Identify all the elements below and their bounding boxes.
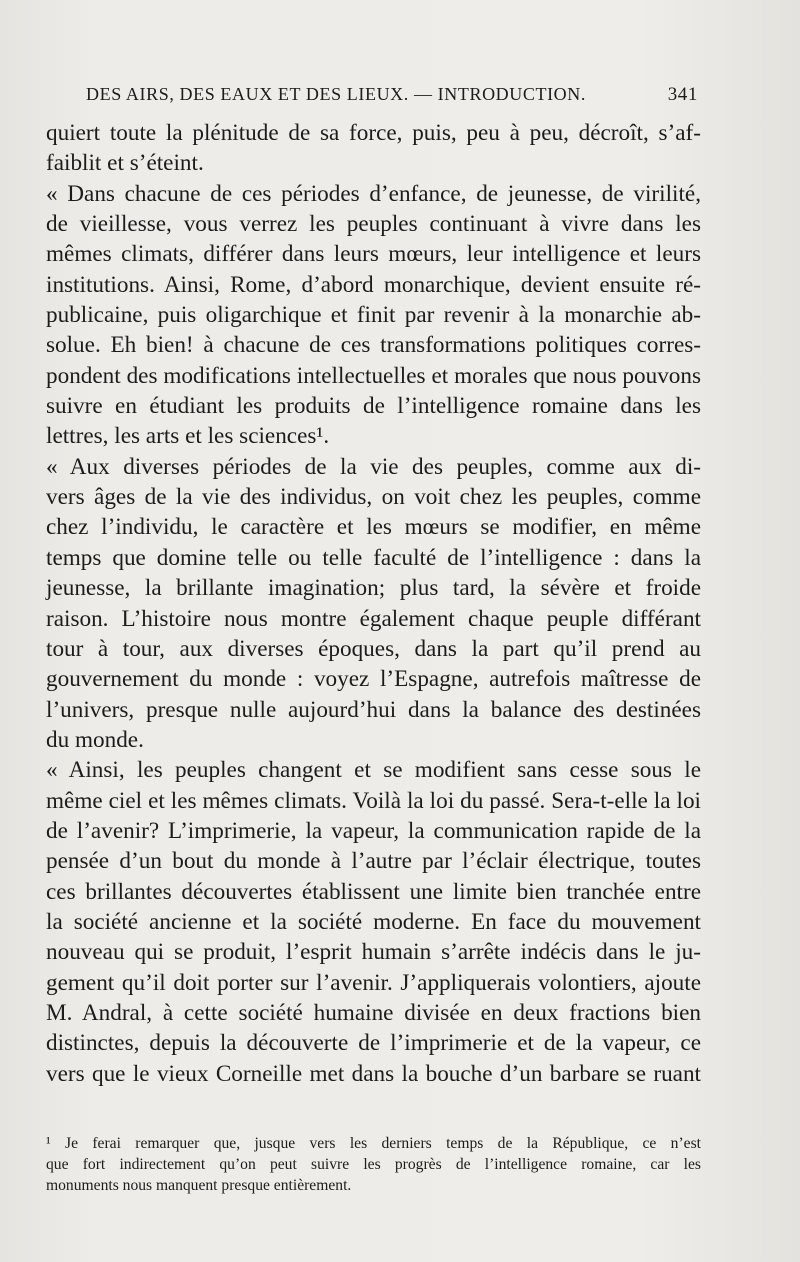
- text-line: vers que le vieux Corneille met dans la bouche d’un barbare se ruant: [46, 1060, 701, 1087]
- footnote-line: monuments nous manquent presque entièrement.: [46, 1177, 352, 1194]
- text-line: lettres, les arts et les sciences¹.: [46, 423, 330, 450]
- text-line: chez l’individu, le caractère et les mœurs se modifier, en même: [46, 514, 701, 541]
- text-line: de vieillesse, vous verrez les peuples continuant à vivre dans les: [46, 211, 701, 238]
- text-line: distinctes, depuis la découverte de l’imprimerie et de la vapeur, ce: [46, 1030, 701, 1057]
- text-line: mêmes climats, différer dans leurs mœurs, leur intelligence et leurs: [46, 241, 701, 268]
- text-line: jeunesse, la brillante imagination; plus tard, la sévère et froide: [46, 575, 701, 602]
- text-line: « Ainsi, les peuples changent et se modifient sans cesse sous le: [46, 757, 701, 784]
- text-line: la société ancienne et la société moderne. En face du mouvement: [46, 908, 701, 935]
- text-line: publicaine, puis oligarchique et finit par revenir à la monarchie ab-: [46, 302, 701, 329]
- text-line: quiert toute la plénitude de sa force, puis, peu à peu, décroît, s’af-: [46, 120, 701, 146]
- text-line: pondent des modifications intellectuelles et morales que nous pouvons: [46, 362, 701, 389]
- text-line: faiblit et s’éteint.: [46, 150, 204, 177]
- text-line: pensée d’un bout du monde à l’autre par l’éclair électrique, toutes: [46, 848, 701, 875]
- text-line: « Dans chacune de ces périodes d’enfance, de jeunesse, de virilité,: [46, 180, 701, 207]
- footnote-line: que fort indirectement qu’on peut suivre les progrès de l’intelligence romaine, car les: [46, 1156, 701, 1173]
- text-line: l’univers, presque nulle aujourd’hui dans la balance des destinées: [46, 696, 701, 723]
- text-line: M. Andral, à cette société humaine divisée en deux fractions bien: [46, 999, 701, 1026]
- text-line: nouveau qui se produit, l’esprit humain s’arrête indécis dans le ju-: [46, 939, 701, 966]
- text-line: suivre en étudiant les produits de l’intelligence romaine dans les: [46, 393, 701, 420]
- body-text: [46, 118, 701, 1089]
- text-line: ces brillantes découvertes établissent une limite bien tranchée entre: [46, 878, 701, 905]
- text-line: temps que domine telle ou telle faculté de l’intelligence : dans la: [46, 544, 701, 571]
- text-line: « Aux diverses périodes de la vie des peuples, comme aux di-: [46, 453, 701, 480]
- text-line: vers âges de la vie des individus, on voit chez les peuples, comme: [46, 484, 701, 511]
- page-number: 341: [667, 84, 698, 105]
- footnote: [46, 1133, 701, 1196]
- text-line: gement qu’il doit porter sur l’avenir. J’appliquerais volontiers, ajoute: [46, 969, 701, 996]
- text-line: de l’avenir? L’imprimerie, la vapeur, la communication rapide de la: [46, 817, 701, 844]
- text-line: institutions. Ainsi, Rome, d’abord monarchique, devient ensuite ré-: [46, 271, 701, 298]
- text-line: solue. Eh bien! à chacune de ces transformations politiques corres-: [46, 332, 701, 359]
- running-title: DES AIRS, DES EAUX ET DES LIEUX. — INTRODUCTION.: [86, 84, 586, 104]
- text-line: raison. L’histoire nous montre également chaque peuple différant: [46, 605, 701, 632]
- page-header: [86, 84, 698, 110]
- text-line: même ciel et les mêmes climats. Voilà la loi du passé. Sera-t-elle la loi: [46, 787, 701, 814]
- text-line: tour à tour, aux diverses époques, dans la part qu’il prend au: [46, 635, 701, 662]
- footnote-line: ¹ Je ferai remarquer que, jusque vers les derniers temps de la République, ce n’est: [46, 1135, 701, 1152]
- text-line: du monde.: [46, 726, 144, 753]
- text-line: gouvernement du monde : voyez l’Espagne, autrefois maîtresse de: [46, 666, 701, 693]
